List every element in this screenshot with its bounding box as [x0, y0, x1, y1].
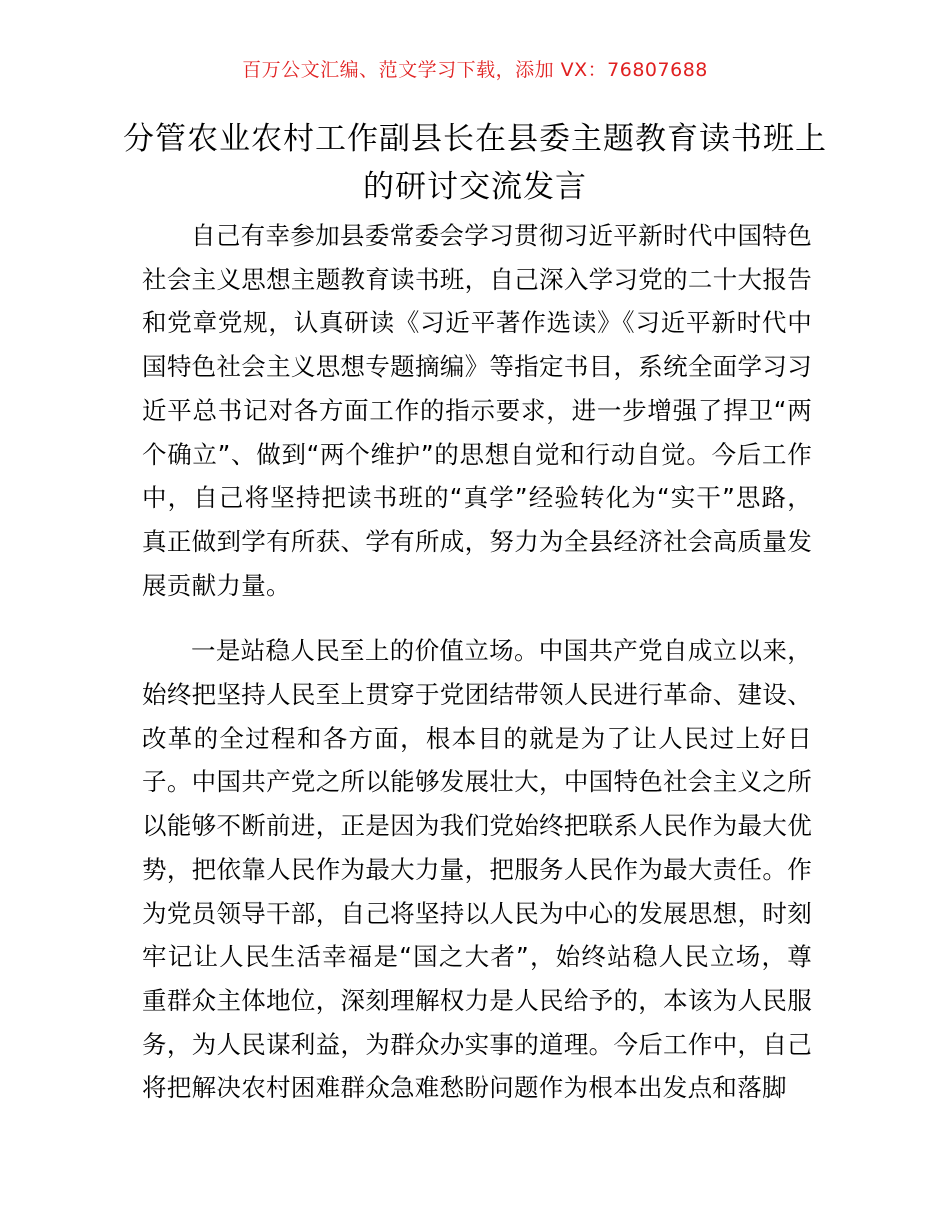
- document-body: [142, 214, 812, 1110]
- paragraph-point-one: 一是站稳人民至上的价值立场。中国共产党自成立以来，始终把坚持人民至上贯穿于党团结带领人民进行革命、建设、改革的全过程和各方面，根本目的就是为了让人民过上好日子。中国共产党之所以能够发展壮大，中国特色社会主义之所以能够不断前进，正是因为我们党始终把联系人民作为最大优势，把依靠人民作为最大力量，把服务人民作为最大责任。作为党员领导干部，自己将坚持以人民为中心的发展思想，时刻牢记让人民生活幸福是“国之大者”，始终站稳人民立场，尊重群众主体地位，深刻理解权力是人民给予的，本该为人民服务，为人民谋利益，为群众办实事的道理。今后工作中，自己将把解决农村困难群众急难愁盼问题作为根本出发点和落脚: [142, 636, 812, 1103]
- header-promo-note: 百万公文汇编、范文学习下载，添加 VX：76807688: [242, 59, 708, 81]
- paragraph-intro: 自己有幸参加县委常委会学习贯彻习近平新时代中国特色社会主义思想主题教育读书班，自己深入学习党的二十大报告和党章党规，认真研读《习近平著作选读》《习近平新时代中国特色社会主义思想专题摘编》等指定书目，系统全面学习习近平总书记对各方面工作的指示要求，进一步增强了捍卫“两个确立”、做到“两个维护”的思想自觉和行动自觉。今后工作中，自己将坚持把读书班的“真学”经验转化为“实干”思路，真正做到学有所获、学有所成，努力为全县经济社会高质量发展贡献力量。: [142, 221, 812, 600]
- document-title: 分管农业农村工作副县长在县委主题教育读书班上的研讨交流发言: [123, 121, 827, 205]
